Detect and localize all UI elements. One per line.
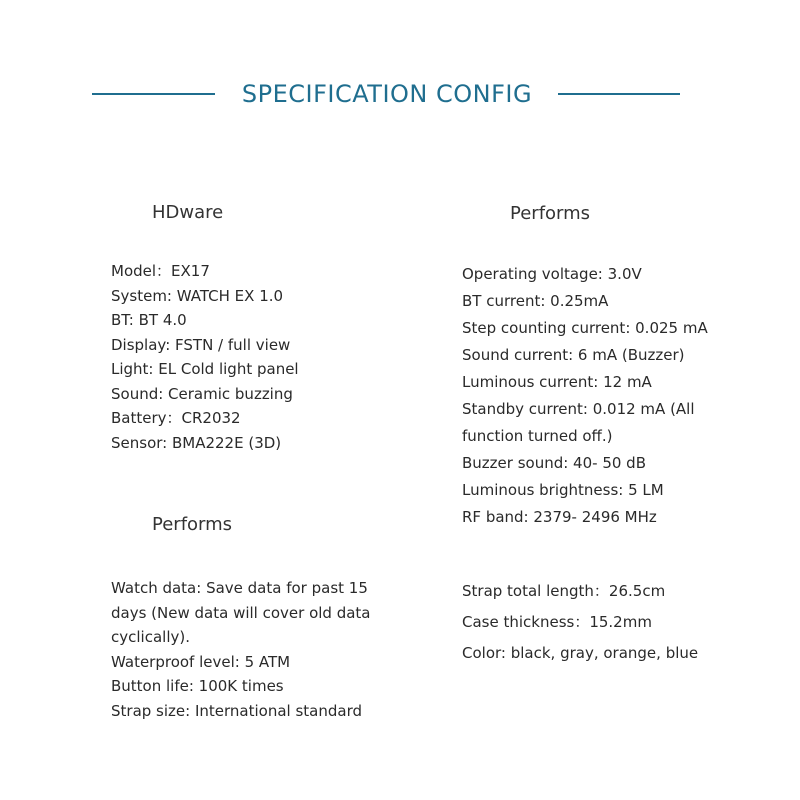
spec-item-display: Display: FSTN / full view [111, 335, 291, 354]
spec-item-step-current: Step counting current: 0.025 mA [462, 319, 708, 337]
spec-item-rf-band: RF band: 2379- 2496 MHz [462, 508, 657, 526]
spec-item-system: System: WATCH EX 1.0 [111, 286, 284, 305]
spec-item-bt: BT: BT 4.0 [111, 311, 187, 329]
performs-left-heading: Performs [152, 514, 233, 535]
performs-right-heading: Performs [510, 203, 591, 224]
spec-item-watch-data: Watch data: Save data for past 15 [111, 579, 368, 597]
spec-item-standby-current-cont: function turned off.) [462, 427, 613, 445]
spec-item-case-thickness: Case thickness：15.2mm [462, 613, 652, 631]
performs-right-list [462, 261, 708, 531]
spec-item-sensor: Sensor: BMA222E (3D) [111, 433, 282, 452]
spec-item-battery: Battery：CR2032 [111, 409, 241, 427]
spec-item-model: Model：EX17 [111, 262, 210, 280]
spec-item-watch-data-cont: days (New data will cover old data [111, 603, 371, 622]
page-title: SPECIFICATION CONFIG [241, 80, 533, 108]
spec-item-luminous-brightness: Luminous brightness: 5 LM [462, 481, 664, 499]
spec-header [92, 76, 680, 116]
spec-item-light: Light: EL Cold light panel [111, 360, 299, 378]
spec-item-strap-size: Strap size: International standard [111, 701, 362, 720]
spec-item-color: Color: black, gray, orange, blue [462, 644, 699, 662]
spec-item-luminous-current: Luminous current: 12 mA [462, 373, 652, 391]
spec-item-sound: Sound: Ceramic buzzing [111, 384, 293, 403]
spec-item-sound-current: Sound current: 6 mA (Buzzer) [462, 346, 685, 364]
spec-item-strap-length: Strap total length：26.5cm [462, 582, 666, 600]
performs-left-list [111, 576, 371, 723]
spec-item-bt-current: BT current: 0.25mA [462, 292, 609, 310]
spec-item-watch-data-end: cyclically). [111, 628, 190, 646]
spec-item-button-life: Button life: 100K times [111, 677, 284, 695]
physical-spec-list [462, 576, 698, 669]
spec-item-waterproof: Waterproof level: 5 ATM [111, 652, 291, 671]
spec-item-buzzer-sound: Buzzer sound: 40- 50 dB [462, 454, 646, 472]
spec-item-operating-voltage: Operating voltage: 3.0V [462, 265, 642, 283]
hardware-spec-list [111, 259, 299, 455]
header-rule-right [558, 93, 680, 95]
spec-item-standby-current: Standby current: 0.012 mA (All [462, 400, 695, 418]
header-rule-left [92, 93, 215, 95]
hardware-heading: HDware [152, 202, 224, 223]
